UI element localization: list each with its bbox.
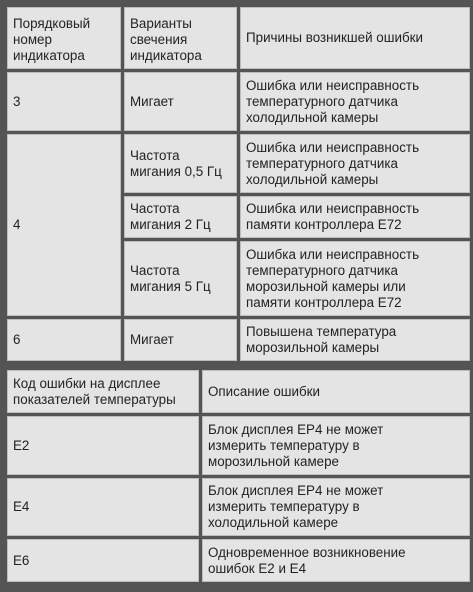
table-row bbox=[7, 72, 470, 131]
error-cause-cell: Ошибка или неисправность температурного датчика холодильной камеры bbox=[240, 134, 470, 193]
error-cause-cell: Ошибка или неисправность температурного датчика холодильной камеры bbox=[240, 72, 470, 131]
table-row bbox=[7, 416, 470, 475]
header-error-description: Описание ошибки bbox=[202, 370, 470, 413]
indicator-number-cell: 6 bbox=[7, 319, 121, 361]
indicator-error-table bbox=[4, 4, 473, 364]
glow-mode-cell: Мигает bbox=[124, 319, 237, 361]
glow-mode-cell: Частота мигания 5 Гц bbox=[124, 241, 237, 316]
error-cause-cell: Ошибка или неисправность памяти контроллера E72 bbox=[240, 196, 470, 238]
indicator-table-header-row bbox=[7, 7, 470, 69]
table-row bbox=[7, 478, 470, 536]
indicator-number-cell: 3 bbox=[7, 72, 121, 131]
display-code-table bbox=[4, 367, 473, 585]
table-row bbox=[7, 319, 470, 361]
error-code-cell: E6 bbox=[7, 539, 199, 582]
indicator-number-cell: 4 bbox=[7, 134, 121, 316]
error-description-cell: Блок дисплея EP4 не может измерить температуру в холодильной камере bbox=[202, 478, 470, 536]
table-row bbox=[7, 539, 470, 582]
glow-mode-cell: Частота мигания 2 Гц bbox=[124, 196, 237, 238]
error-cause-cell: Повышена температура морозильной камеры bbox=[240, 319, 470, 361]
header-error-causes: Причины возникшей ошибки bbox=[240, 7, 470, 69]
code-table-header-row bbox=[7, 370, 470, 413]
error-code-cell: E4 bbox=[7, 478, 199, 536]
table-row bbox=[7, 134, 470, 193]
error-description-cell: Блок дисплея EP4 не может измерить температуру в морозильной камере bbox=[202, 416, 470, 475]
error-code-cell: E2 bbox=[7, 416, 199, 475]
header-indicator-number: Порядковый номер индикатора bbox=[7, 7, 121, 69]
glow-mode-cell: Мигает bbox=[124, 72, 237, 131]
error-cause-cell: Ошибка или неисправность температурного датчика морозильной камеры или памяти контроллера E72 bbox=[240, 241, 470, 316]
glow-mode-cell: Частота мигания 0,5 Гц bbox=[124, 134, 237, 193]
error-description-cell: Одновременное возникновение ошибок E2 и E4 bbox=[202, 539, 470, 582]
header-display-code: Код ошибки на дисплее показателей температуры bbox=[7, 370, 199, 413]
header-glow-variants: Варианты свечения индикатора bbox=[124, 7, 237, 69]
